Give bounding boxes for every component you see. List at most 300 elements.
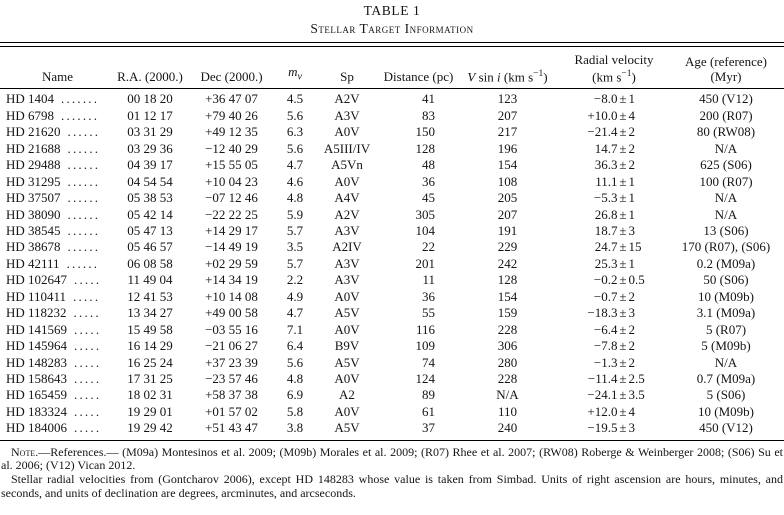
age-value: 170 (R07), (S06) bbox=[681, 239, 771, 255]
ra-value: 18 02 31 bbox=[127, 387, 173, 403]
leader-dots: ..... bbox=[73, 305, 101, 321]
distance-value: 124 bbox=[415, 371, 435, 387]
star-name: HD 38545 bbox=[6, 222, 61, 238]
vsini-value: N/A bbox=[496, 387, 519, 403]
vsini-value: 108 bbox=[497, 173, 518, 189]
sp-value: A3V bbox=[334, 222, 360, 238]
dec-value: +01 57 02 bbox=[205, 403, 258, 419]
mv-value: 4.8 bbox=[286, 190, 304, 206]
vsini-value: 207 bbox=[497, 206, 518, 222]
name-cell bbox=[0, 124, 115, 140]
rv-error-value: 1 bbox=[628, 173, 635, 189]
ra-value: 05 47 13 bbox=[127, 222, 173, 238]
plus-minus-sign: ± bbox=[619, 91, 627, 107]
table-title: TABLE 1 bbox=[363, 3, 421, 18]
ra-value: 01 12 17 bbox=[127, 107, 173, 123]
plus-minus-sign: ± bbox=[619, 288, 627, 304]
age-value: 10 (M09b) bbox=[698, 403, 754, 419]
sp-value: A5Vn bbox=[331, 157, 363, 173]
table-row bbox=[0, 256, 784, 272]
rv-error-value: 2 bbox=[628, 157, 635, 173]
ra-value: 00 18 20 bbox=[127, 91, 173, 107]
note-label: Note bbox=[11, 444, 36, 459]
plus-minus-sign: ± bbox=[619, 338, 627, 354]
rv-central-value: −6.4 bbox=[593, 321, 618, 337]
leader-dots: ..... bbox=[74, 420, 102, 436]
age-value: 80 (RW08) bbox=[696, 124, 756, 140]
name-cell bbox=[0, 190, 115, 206]
age-value: 50 (S06) bbox=[703, 272, 749, 288]
plus-minus-sign: ± bbox=[619, 222, 627, 238]
sp-value: A0V bbox=[334, 371, 360, 387]
name-cell bbox=[0, 387, 115, 403]
ra-value: 04 39 17 bbox=[127, 157, 173, 173]
rv-value bbox=[560, 141, 668, 157]
mv-value: 5.8 bbox=[286, 403, 304, 419]
leader-dots: ...... bbox=[67, 140, 101, 156]
age-value: N/A bbox=[714, 206, 738, 222]
rv-value bbox=[560, 355, 668, 371]
rv-value bbox=[560, 174, 668, 190]
dec-value: −22 22 25 bbox=[205, 206, 258, 222]
distance-value: 22 bbox=[422, 239, 435, 255]
table-row bbox=[0, 157, 784, 173]
name-cell bbox=[0, 272, 115, 288]
rv-error-value: 2 bbox=[628, 354, 635, 370]
star-name: HD 183324 bbox=[6, 403, 68, 419]
rv-central-value: −24.1 bbox=[587, 387, 618, 403]
mv-value: 6.3 bbox=[286, 124, 304, 140]
name-cell bbox=[0, 289, 115, 305]
dec-value: +15 55 05 bbox=[205, 157, 258, 173]
col-header-sp: Sp bbox=[312, 47, 382, 89]
ra-value: 11 49 04 bbox=[127, 272, 173, 288]
leader-dots: ...... bbox=[66, 255, 100, 271]
star-name: HD 141569 bbox=[6, 321, 68, 337]
plus-minus-sign: ± bbox=[619, 321, 627, 337]
rv-value bbox=[560, 190, 668, 206]
sp-value: A2V bbox=[334, 206, 360, 222]
mv-value: 4.8 bbox=[286, 371, 304, 387]
vsini-value: 207 bbox=[497, 107, 518, 123]
header-row bbox=[0, 47, 784, 89]
vsini-value: 196 bbox=[497, 140, 518, 156]
ra-value: 05 42 14 bbox=[127, 206, 173, 222]
rv-error-value: 15 bbox=[628, 239, 642, 255]
name-cell bbox=[0, 338, 115, 354]
plus-minus-sign: ± bbox=[619, 371, 627, 387]
age-value: 0.2 (M09a) bbox=[696, 255, 756, 271]
name-cell bbox=[0, 239, 115, 255]
rv-central-value: −0.2 bbox=[593, 272, 618, 288]
table-row bbox=[0, 355, 784, 371]
plus-minus-sign: ± bbox=[619, 157, 627, 173]
table-row bbox=[0, 207, 784, 223]
vsini-value: 229 bbox=[497, 239, 518, 255]
table-body bbox=[0, 89, 784, 441]
star-name: HD 145964 bbox=[6, 338, 68, 354]
rv-value bbox=[560, 223, 668, 239]
sp-value: A3V bbox=[334, 107, 360, 123]
rv-error-value: 1 bbox=[628, 190, 635, 206]
leader-dots: ....... bbox=[61, 107, 100, 123]
mv-value: 5.7 bbox=[286, 255, 304, 271]
rv-central-value: −8.0 bbox=[593, 91, 618, 107]
dec-value: +49 12 35 bbox=[205, 124, 258, 140]
table-row bbox=[0, 272, 784, 288]
leader-dots: ..... bbox=[74, 387, 102, 403]
age-value: 10 (M09b) bbox=[698, 288, 754, 304]
rv-value bbox=[560, 207, 668, 223]
rv-value bbox=[560, 371, 668, 387]
mv-value: 3.8 bbox=[286, 420, 304, 436]
name-cell bbox=[0, 174, 115, 190]
vsini-value: 128 bbox=[497, 272, 518, 288]
rv-value bbox=[560, 289, 668, 305]
col-header-ra: R.A. (2000.) bbox=[115, 47, 185, 89]
rv-central-value: −5.3 bbox=[593, 190, 618, 206]
ra-value: 03 31 29 bbox=[127, 124, 173, 140]
star-name: HD 1404 bbox=[6, 91, 55, 107]
rv-value bbox=[560, 157, 668, 173]
dec-value: +36 47 07 bbox=[205, 91, 258, 107]
age-value: 625 (S06) bbox=[700, 157, 752, 173]
ra-value: 17 31 25 bbox=[127, 371, 173, 387]
col-header-name: Name bbox=[0, 47, 115, 89]
ra-value: 16 14 29 bbox=[127, 338, 173, 354]
leader-dots: ..... bbox=[74, 321, 102, 337]
leader-dots: ...... bbox=[67, 124, 101, 140]
leader-dots: ..... bbox=[74, 371, 102, 387]
rv-error-value: 1 bbox=[628, 255, 635, 271]
distance-value: 74 bbox=[422, 354, 435, 370]
star-name: HD 29488 bbox=[6, 157, 61, 173]
stellar-target-table bbox=[0, 47, 784, 441]
star-name: HD 102647 bbox=[6, 272, 68, 288]
table-row bbox=[0, 124, 784, 140]
distance-value: 41 bbox=[422, 91, 435, 107]
plus-minus-sign: ± bbox=[619, 140, 627, 156]
col-header-age: Age (reference) (Myr) bbox=[668, 47, 784, 89]
rv-central-value: −0.7 bbox=[593, 288, 618, 304]
rv-error-value: 2 bbox=[628, 124, 635, 140]
name-cell bbox=[0, 141, 115, 157]
ra-value: 05 38 53 bbox=[127, 190, 173, 206]
plus-minus-sign: ± bbox=[619, 239, 627, 255]
rv-error-value: 2 bbox=[628, 288, 635, 304]
name-cell bbox=[0, 89, 115, 108]
mv-value: 5.9 bbox=[286, 206, 304, 222]
name-cell bbox=[0, 322, 115, 338]
name-cell bbox=[0, 305, 115, 321]
table-row bbox=[0, 387, 784, 403]
table-row bbox=[0, 420, 784, 440]
star-name: HD 21620 bbox=[6, 124, 61, 140]
mv-value: 6.4 bbox=[286, 338, 304, 354]
age-value: N/A bbox=[714, 140, 738, 156]
dec-value: +79 40 26 bbox=[205, 107, 258, 123]
plus-minus-sign: ± bbox=[619, 354, 627, 370]
rv-error-value: 2 bbox=[628, 140, 635, 156]
ra-value: 16 25 24 bbox=[127, 354, 173, 370]
star-name: HD 148283 bbox=[6, 354, 68, 370]
age-value: 100 (R07) bbox=[699, 173, 753, 189]
vsini-value: 154 bbox=[497, 288, 518, 304]
distance-value: 128 bbox=[415, 140, 435, 156]
vsini-value: 217 bbox=[497, 124, 518, 140]
table-row bbox=[0, 223, 784, 239]
plus-minus-sign: ± bbox=[619, 255, 627, 271]
rv-central-value: 11.1 bbox=[595, 173, 618, 189]
dec-value: +02 29 59 bbox=[205, 255, 258, 271]
sp-value: B9V bbox=[334, 338, 360, 354]
table-row bbox=[0, 404, 784, 420]
mv-value: 7.1 bbox=[286, 321, 304, 337]
rv-value bbox=[560, 89, 668, 108]
mv-value: 3.5 bbox=[286, 239, 304, 255]
name-cell bbox=[0, 157, 115, 173]
age-value: 3.1 (M09a) bbox=[696, 305, 756, 321]
distance-value: 83 bbox=[422, 107, 435, 123]
col-header-distance: Distance (pc) bbox=[382, 47, 455, 89]
ra-value: 06 08 58 bbox=[127, 255, 173, 271]
plus-minus-sign: ± bbox=[619, 272, 627, 288]
col-header-vsini: V sin i (km $s^{-1}$) bbox=[455, 47, 560, 89]
dec-value: −14 49 19 bbox=[205, 239, 258, 255]
plus-minus-sign: ± bbox=[619, 206, 627, 222]
rv-value bbox=[560, 420, 668, 440]
ra-value: 04 54 54 bbox=[127, 173, 173, 189]
table-row bbox=[0, 239, 784, 255]
plus-minus-sign: ± bbox=[619, 107, 627, 123]
table-row bbox=[0, 141, 784, 157]
vsini-value: 240 bbox=[497, 420, 518, 436]
rv-value bbox=[560, 256, 668, 272]
age-value: 13 (S06) bbox=[703, 222, 749, 238]
distance-value: 89 bbox=[422, 387, 435, 403]
rv-error-value: 0.5 bbox=[628, 272, 645, 288]
star-name: HD 118232 bbox=[6, 305, 67, 321]
distance-value: 55 bbox=[422, 305, 435, 321]
sp-value: A0V bbox=[334, 173, 360, 189]
sp-value: A2 bbox=[339, 387, 355, 403]
star-name: HD 42111 bbox=[6, 255, 60, 271]
ra-value: 19 29 42 bbox=[127, 420, 173, 436]
dec-value: +51 43 47 bbox=[205, 420, 258, 436]
leader-dots: ..... bbox=[74, 354, 102, 370]
distance-value: 36 bbox=[422, 173, 435, 189]
star-name: HD 6798 bbox=[6, 107, 55, 123]
star-name: HD 31295 bbox=[6, 173, 61, 189]
plus-minus-sign: ± bbox=[619, 190, 627, 206]
table-row bbox=[0, 305, 784, 321]
rv-central-value: 25.3 bbox=[594, 255, 618, 271]
rv-central-value: −7.8 bbox=[593, 338, 618, 354]
vsini-value: 306 bbox=[497, 338, 518, 354]
table-row bbox=[0, 371, 784, 387]
distance-value: 61 bbox=[422, 403, 435, 419]
vsini-value: 228 bbox=[497, 371, 518, 387]
distance-value: 48 bbox=[422, 157, 435, 173]
note-radial-velocities: Stellar radial velocities from (Gontcharov 2006), except HD 148283 whose value is taken from Simbad. Units of right ascension are hours, minutes, and seconds, and units of declination are degrees, arcminutes, and arcseconds. bbox=[1, 472, 783, 500]
name-cell bbox=[0, 207, 115, 223]
star-name: HD 37507 bbox=[6, 190, 61, 206]
leader-dots: ..... bbox=[74, 338, 102, 354]
dec-value: +14 29 17 bbox=[205, 222, 258, 238]
age-value: 5 (S06) bbox=[706, 387, 746, 403]
leader-dots: ..... bbox=[73, 288, 101, 304]
table-notes bbox=[0, 446, 784, 500]
ra-value: 12 41 53 bbox=[127, 288, 173, 304]
age-value: 5 (M09b) bbox=[701, 338, 751, 354]
distance-value: 109 bbox=[415, 338, 435, 354]
rv-value bbox=[560, 272, 668, 288]
age-value: N/A bbox=[714, 354, 738, 370]
name-cell bbox=[0, 108, 115, 124]
distance-value: 150 bbox=[415, 124, 435, 140]
plus-minus-sign: ± bbox=[619, 173, 627, 189]
rv-central-value: −18.3 bbox=[587, 305, 618, 321]
distance-value: 11 bbox=[422, 272, 435, 288]
leader-dots: ..... bbox=[74, 272, 102, 288]
mv-value: 4.5 bbox=[286, 91, 304, 107]
rv-central-value: 36.3 bbox=[594, 157, 618, 173]
name-cell bbox=[0, 404, 115, 420]
dec-value: −03 55 16 bbox=[205, 321, 258, 337]
rv-value bbox=[560, 108, 668, 124]
ra-value: 15 49 58 bbox=[127, 321, 173, 337]
rv-value bbox=[560, 404, 668, 420]
age-value: 5 (R07) bbox=[705, 321, 747, 337]
sp-value: A5III/IV bbox=[323, 140, 371, 156]
rv-value bbox=[560, 239, 668, 255]
star-name: HD 21688 bbox=[6, 140, 61, 156]
vsini-value: 242 bbox=[497, 255, 518, 271]
vsini-value: 205 bbox=[497, 190, 518, 206]
distance-value: 104 bbox=[415, 222, 435, 238]
col-header-mv: $m_v$ bbox=[278, 47, 312, 89]
plus-minus-sign: ± bbox=[619, 124, 627, 140]
leader-dots: ...... bbox=[67, 222, 101, 238]
name-cell bbox=[0, 355, 115, 371]
leader-dots: ..... bbox=[74, 403, 102, 419]
rv-error-value: 2 bbox=[628, 338, 635, 354]
rv-central-value: 26.8 bbox=[594, 206, 618, 222]
vsini-value: 228 bbox=[497, 321, 518, 337]
age-value: 200 (R07) bbox=[699, 107, 753, 123]
plus-minus-sign: ± bbox=[619, 403, 627, 419]
star-name: HD 165459 bbox=[6, 387, 68, 403]
ra-value: 03 29 36 bbox=[127, 140, 173, 156]
sp-value: A0V bbox=[334, 403, 360, 419]
rv-error-value: 3.5 bbox=[628, 387, 645, 403]
distance-value: 305 bbox=[415, 206, 435, 222]
col-header-dec: Dec (2000.) bbox=[185, 47, 278, 89]
mv-value: 5.6 bbox=[286, 107, 304, 123]
sp-value: A2IV bbox=[332, 239, 362, 255]
name-cell bbox=[0, 371, 115, 387]
dec-value: +49 00 58 bbox=[205, 305, 258, 321]
distance-value: 45 bbox=[422, 190, 435, 206]
mv-value: 4.9 bbox=[286, 288, 304, 304]
rv-error-value: 3 bbox=[628, 305, 635, 321]
rv-error-value: 2.5 bbox=[628, 371, 645, 387]
star-name: HD 38090 bbox=[6, 206, 61, 222]
dec-value: −21 06 27 bbox=[205, 338, 258, 354]
rv-central-value: +12.0 bbox=[587, 403, 618, 419]
leader-dots: ...... bbox=[67, 157, 101, 173]
sp-value: A4V bbox=[334, 190, 360, 206]
rv-value bbox=[560, 124, 668, 140]
rv-error-value: 2 bbox=[628, 321, 635, 337]
table-row bbox=[0, 322, 784, 338]
vsini-value: 154 bbox=[497, 157, 518, 173]
dec-value: +58 37 38 bbox=[205, 387, 258, 403]
name-cell bbox=[0, 420, 115, 440]
rv-central-value: 14.7 bbox=[594, 140, 618, 156]
star-name: HD 184006 bbox=[6, 420, 68, 436]
dec-value: −07 12 46 bbox=[205, 190, 258, 206]
distance-value: 116 bbox=[415, 321, 435, 337]
mv-value: 2.2 bbox=[286, 272, 304, 288]
vsini-value: 191 bbox=[497, 222, 518, 238]
sp-value: A5V bbox=[334, 420, 360, 436]
leader-dots: ...... bbox=[67, 239, 101, 255]
mv-value: 5.6 bbox=[286, 140, 304, 156]
table-row bbox=[0, 338, 784, 354]
rv-central-value: 18.7 bbox=[594, 222, 618, 238]
leader-dots: ....... bbox=[61, 91, 100, 107]
rv-error-value: 4 bbox=[628, 107, 635, 123]
rv-central-value: +10.0 bbox=[587, 107, 618, 123]
leader-dots: ...... bbox=[67, 206, 101, 222]
col-header-radial-velocity: Radial velocity (km $s^{-1}$) bbox=[560, 47, 668, 89]
mv-value: 6.9 bbox=[286, 387, 304, 403]
rv-central-value: −11.4 bbox=[587, 371, 618, 387]
note-references-text: .—References.— (M09a) Montesinos et al. 2009; (M09b) Morales et al. 2009; (R07) Rhee et al. 2007; (RW08) Roberge & Weinberger 2008; (S06) Su et al. 2006; (V12) Vican 2012. bbox=[1, 444, 783, 473]
vsini-value: 110 bbox=[497, 403, 518, 419]
name-cell bbox=[0, 223, 115, 239]
star-name: HD 158643 bbox=[6, 371, 68, 387]
sp-value: A0V bbox=[334, 321, 360, 337]
sp-value: A0V bbox=[334, 288, 360, 304]
dec-value: −12 40 29 bbox=[205, 140, 258, 156]
rv-value bbox=[560, 322, 668, 338]
mv-value: 5.7 bbox=[286, 222, 304, 238]
mv-value: 5.6 bbox=[286, 354, 304, 370]
ra-value: 19 29 01 bbox=[127, 403, 173, 419]
distance-value: 36 bbox=[422, 288, 435, 304]
rv-central-value: −1.3 bbox=[593, 354, 618, 370]
mv-value: 4.7 bbox=[286, 305, 304, 321]
ra-value: 13 34 27 bbox=[127, 305, 173, 321]
rv-central-value: −21.4 bbox=[587, 124, 618, 140]
age-value: 450 (V12) bbox=[699, 420, 753, 436]
dec-value: +10 14 08 bbox=[205, 288, 258, 304]
sp-value: A2V bbox=[334, 91, 360, 107]
dec-value: +37 23 39 bbox=[205, 354, 258, 370]
ra-value: 05 46 57 bbox=[127, 239, 173, 255]
rv-error-value: 1 bbox=[628, 206, 635, 222]
sp-value: A5V bbox=[334, 354, 360, 370]
name-cell bbox=[0, 256, 115, 272]
sp-value: A0V bbox=[334, 124, 360, 140]
vsini-value: 280 bbox=[497, 354, 518, 370]
table-row bbox=[0, 108, 784, 124]
star-name: HD 38678 bbox=[6, 239, 61, 255]
rv-value bbox=[560, 387, 668, 403]
sp-value: A3V bbox=[334, 272, 360, 288]
